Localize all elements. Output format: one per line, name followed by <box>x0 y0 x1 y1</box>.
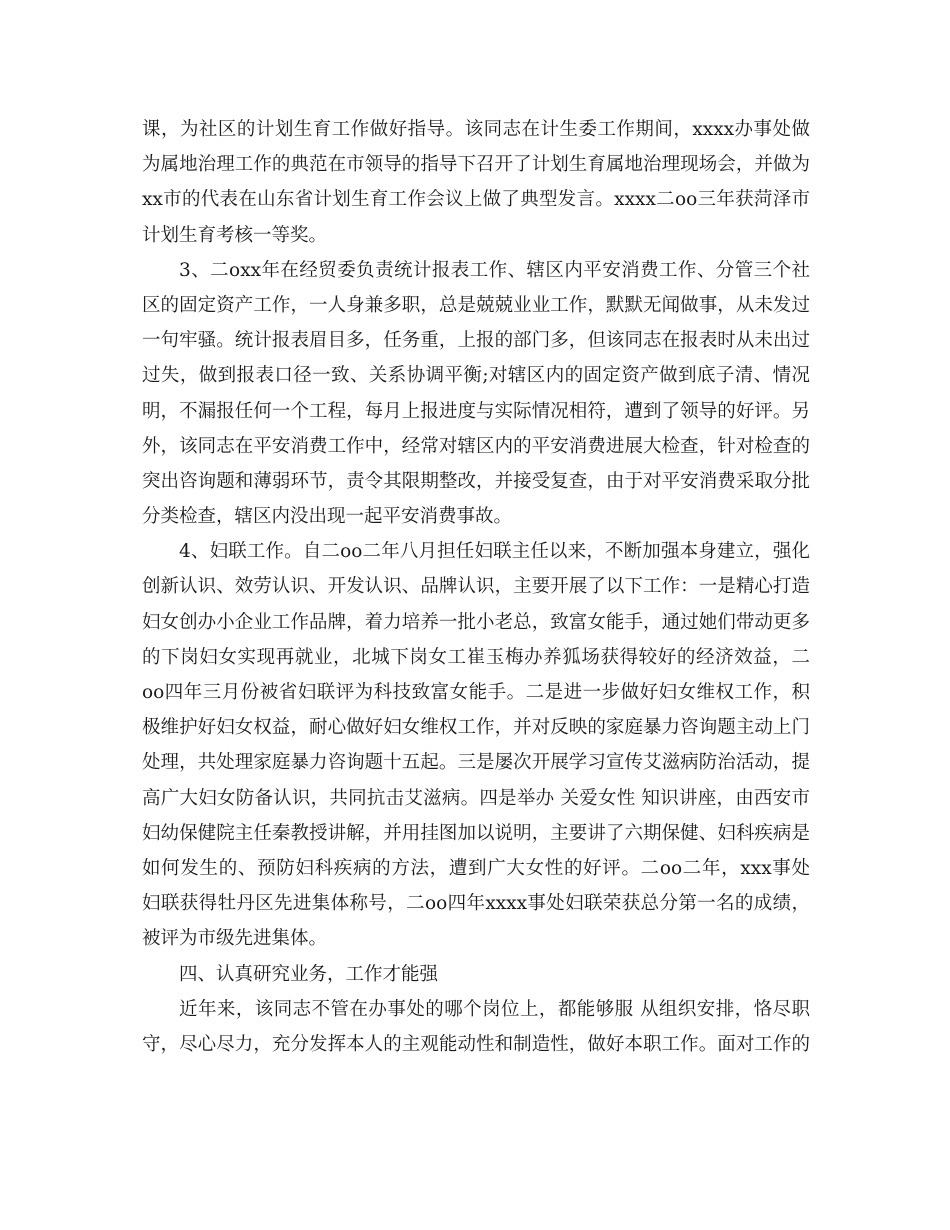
body-line: 的下岗妇女实现再就业，北城下岗女工崔玉梅办养狐场获得较好的经济效益，二 <box>142 646 810 668</box>
body-line: 极维护好妇女权益，耐心做好妇女维权工作，并对反映的家庭暴力咨询题主动上门 <box>142 717 810 739</box>
body-line: 一句牢骚。统计报表眉目多，任务重，上报的部门多，但该同志在报表时从未出过 <box>142 330 810 352</box>
body-line: 明，不漏报任何一个工程，每月上报进度与实际情况相符，遭到了领导的好评。另 <box>142 400 810 422</box>
body-line: 区的固定资产工作，一人身兼多职，总是兢兢业业工作，默默无闻做事，从未发过 <box>142 294 810 316</box>
body-line: 高广大妇女防备认识，共同抗击艾滋病。四是举办 关爱女性 知识讲座，由西安市 <box>142 787 810 809</box>
body-line: 妇幼保健院主任秦教授讲解，并用挂图加以说明，主要讲了六期保健、妇科疾病是 <box>142 822 810 844</box>
paragraph-start-line: 4、妇联工作。自二oo二年八月担任妇联主任以来，不断加强本身建立，强化 <box>179 541 810 563</box>
paragraph-start-line: 3、二oxx年在经贸委负责统计报表工作、辖区内平安消费工作、分管三个社 <box>179 259 810 281</box>
paragraph-start-line: 近年来，该同志不管在办事处的哪个岗位上，都能够服 从组织安排，恪尽职 <box>179 998 810 1020</box>
body-line: 守，尽心尽力，充分发挥本人的主观能动性和制造性，做好本职工作。面对工作的 <box>142 1033 810 1055</box>
body-line: oo四年三月份被省妇联评为科技致富女能手。二是进一步做好妇女维权工作，积 <box>142 682 810 703</box>
body-line: 如何发生的、预防妇科疾病的方法，遭到广大女性的好评。二oo二年，xxx事处 <box>142 857 810 879</box>
body-line: 妇女创办小企业工作品牌，着力培养一批小老总，致富女能手，通过她们带动更多 <box>142 611 810 633</box>
body-line: 创新认识、效劳认识、开发认识、品牌认识，主要开展了以下工作：一是精心打造 <box>142 576 810 598</box>
body-line: 突出咨询题和薄弱环节，责令其限期整改，并接受复查，由于对平安消费采取分批 <box>142 470 810 492</box>
body-line: 被评为市级先进集体。 <box>142 928 328 950</box>
body-line: 为属地治理工作的典范在市领导的指导下召开了计划生育属地治理现场会，并做为 <box>142 154 810 176</box>
body-line: 妇联获得牡丹区先进集体称号，二oo四年xxxx事处妇联荣获总分第一名的成绩， <box>142 893 810 915</box>
body-line: xx市的代表在山东省计划生育工作会议上做了典型发言。xxxx二oo三年获菏泽市 <box>142 189 810 211</box>
section-heading: 四、认真研究业务，工作才能强 <box>179 963 439 985</box>
body-line: 处理，共处理家庭暴力咨询题十五起。三是屡次开展学习宣传艾滋病防治活动，提 <box>142 752 810 774</box>
body-line: 过失，做到报表口径一致、关系协调平衡;对辖区内的固定资产做到底子清、情况 <box>142 365 810 387</box>
body-line: 课，为社区的计划生育工作做好指导。该同志在计生委工作期间，xxxx办事处做 <box>142 119 810 140</box>
body-line: 分类检查，辖区内没出现一起平安消费事故。 <box>142 506 513 528</box>
document-body <box>142 112 810 1062</box>
body-line: 计划生育考核一等奖。 <box>142 224 328 246</box>
body-line: 外，该同志在平安消费工作中，经常对辖区内的平安消费进展大检查，针对检查的 <box>142 435 810 457</box>
